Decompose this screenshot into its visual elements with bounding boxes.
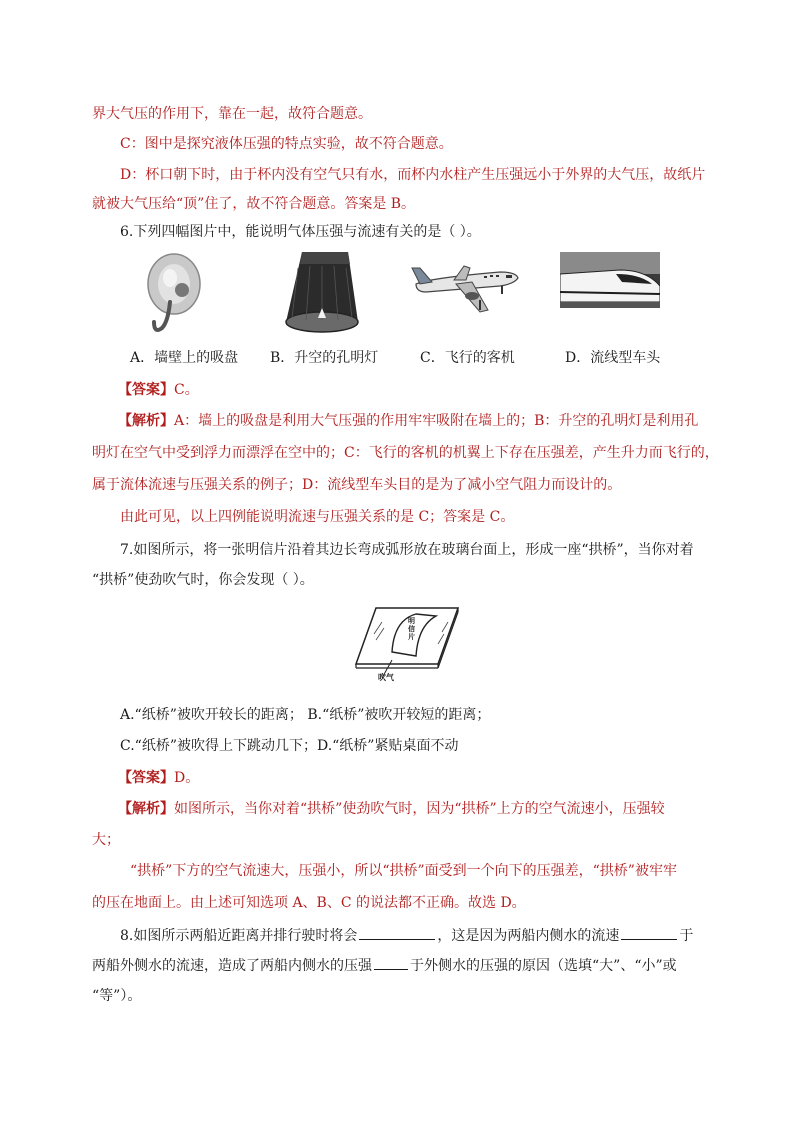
q6-option-b: B．升空的孔明灯 bbox=[270, 350, 379, 366]
q7-analysis-line-4: 的压在地面上。由上述可知选项 A、B、C 的说法都不正确。故选 D。 bbox=[92, 895, 526, 911]
q6-option-d: D．流线型车头 bbox=[565, 350, 661, 366]
fill-blank-2[interactable] bbox=[621, 925, 677, 940]
airliner-icon bbox=[410, 262, 522, 322]
q6-option-a: A．墙壁上的吸盘 bbox=[130, 350, 239, 366]
q8-stem-line-2 bbox=[92, 955, 677, 976]
figure-card-text: 明信片 bbox=[408, 616, 415, 641]
fill-blank-1[interactable] bbox=[359, 925, 435, 940]
q6-option-c: C．飞行的客机 bbox=[420, 350, 515, 366]
q6-analysis-line-4: 由此可见，以上四例能说明流速与压强关系的是 C；答案是 C。 bbox=[120, 509, 515, 525]
answer-value: D。 bbox=[174, 770, 200, 786]
q5-option-d-analysis: D：杯口朝下时，由于杯内没有空气只有水，而杯内水柱产生压强远小于外界的大气压，故纸片 bbox=[120, 167, 706, 183]
q6-analysis-line-2: 明灯在空气中受到浮力而漂浮在空中的；C：飞行的客机的机翼上下存在压强差，产生升力而飞行的， bbox=[92, 445, 719, 461]
q7-analysis-line-3: “拱桥”下方的空气流速大，压强小，所以“拱桥”面受到一个向下的压强差，“拱桥”被牢牢 bbox=[130, 863, 677, 879]
q7-analysis-line-1 bbox=[118, 799, 665, 819]
suction-cup-hook-icon bbox=[130, 250, 212, 336]
q8-text: 8.如图所示两船近距离并排行驶时将会 bbox=[120, 928, 358, 944]
sky-lantern-icon bbox=[282, 248, 362, 338]
analysis-label: 【解析】 bbox=[118, 413, 174, 429]
answer-label: 【答案】 bbox=[118, 382, 174, 398]
analysis-label: 【解析】 bbox=[118, 801, 174, 817]
q5-option-d-analysis-cont: 就被大气压给“顶”住了，故不符合题意。答案是 B。 bbox=[92, 196, 416, 212]
figure-label-blow: 吹气 bbox=[378, 672, 394, 682]
q6-answer bbox=[118, 380, 199, 400]
q5-analysis-line: 界大气压的作用下，靠在一起，故符合题意。 bbox=[92, 106, 372, 122]
q7-stem-line-1: 7.如图所示，将一张明信片沿着其边长弯成弧形放在玻璃台面上，形成一座“拱桥”，当你对着 bbox=[120, 542, 694, 558]
analysis-text: 如图所示，当你对着“拱桥”使劲吹气时，因为“拱桥”上方的空气流速小，压强较 bbox=[174, 801, 665, 817]
bullet-train-icon bbox=[560, 252, 660, 308]
q7-analysis-line-2: 大； bbox=[92, 832, 120, 848]
q6-analysis-line-3: 属于流体流速与压强关系的例子；D：流线型车头目的是为了减小空气阻力而设计的。 bbox=[92, 477, 622, 493]
fill-blank-3[interactable] bbox=[374, 955, 408, 970]
q8-stem-line-1 bbox=[120, 925, 693, 946]
q7-answer bbox=[118, 768, 199, 788]
q8-text: ，这是因为两船内侧水的流速 bbox=[437, 928, 620, 944]
q8-text: 于外侧水的压强的原因（选填“大”、“小”或 bbox=[410, 958, 677, 974]
q8-text: 于 bbox=[679, 928, 694, 944]
q8-text: 两船外侧水的流速，造成了两船内侧水的压强 bbox=[92, 958, 372, 974]
answer-value: C。 bbox=[174, 382, 199, 398]
q8-stem-line-3: “等”）。 bbox=[92, 988, 142, 1004]
analysis-text: A：墙上的吸盘是利用大气压强的作用牢牢吸附在墙上的；B：升空的孔明灯是利用孔 bbox=[174, 413, 699, 429]
q7-options-line-2: C.“纸桥”被吹得上下跳动几下；D.“纸桥”紧贴桌面不动 bbox=[120, 738, 459, 754]
q7-stem-line-2: “拱桥”使劲吹气时，你会发现（ ）。 bbox=[92, 572, 314, 588]
q6-analysis-line-1 bbox=[118, 411, 698, 431]
q7-options-line-1: A.“纸桥”被吹开较长的距离； B.“纸桥”被吹开较短的距离； bbox=[120, 707, 491, 723]
q6-stem: 6.下列四幅图片中，能说明气体压强与流速有关的是（ ）。 bbox=[120, 224, 481, 240]
answer-label: 【答案】 bbox=[118, 770, 174, 786]
q5-option-c-analysis: C：图中是探究液体压强的特点实验，故不符合题意。 bbox=[120, 136, 453, 152]
postcard-bridge-figure bbox=[352, 600, 464, 690]
